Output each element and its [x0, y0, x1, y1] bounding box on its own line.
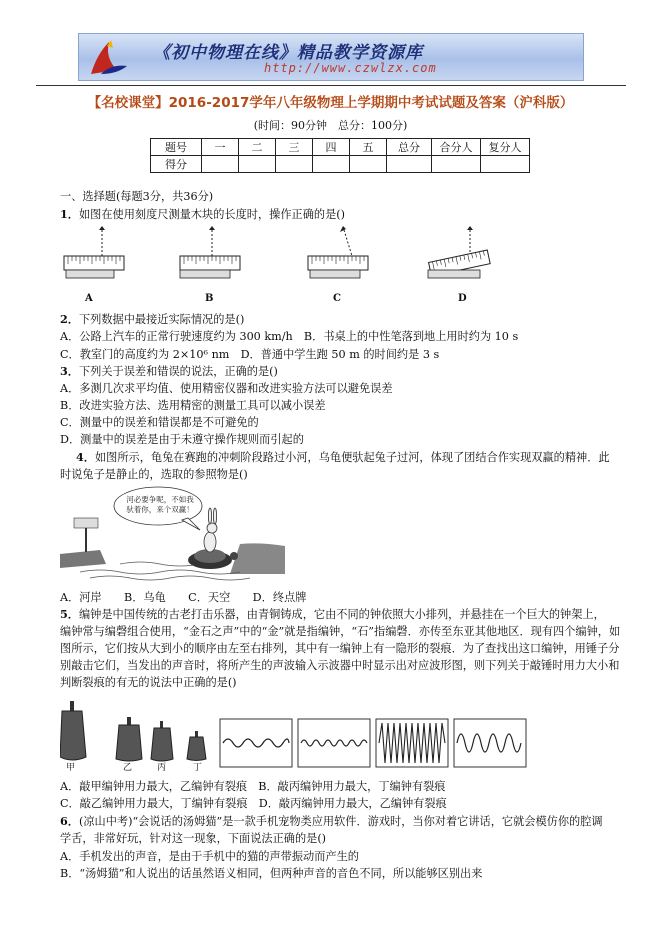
- speech-bubble-text: 河必要争呢，不如我驮着你，来个双赢！: [126, 495, 194, 514]
- bell-ding-icon: [187, 731, 206, 761]
- figure-label: D: [458, 293, 467, 304]
- score-cell: [276, 156, 313, 173]
- score-table-header-cell: 三: [276, 139, 313, 156]
- bell-jia-icon: [60, 701, 86, 760]
- banner-title: 《初中物理在线》精品教学资源库: [153, 43, 423, 63]
- ruler-figure-a: [64, 226, 124, 278]
- bell-label: 乙: [123, 763, 133, 773]
- score-table-header-cell: 一: [202, 139, 239, 156]
- score-row-label: 得分: [151, 156, 202, 173]
- score-cell: [313, 156, 350, 173]
- q5-text-line: 判断裂痕的有无的说法中正确的是(): [60, 676, 237, 689]
- question-text: 如图所示，龟兔在赛跑的冲刺阶段路过小河，乌龟便驮起兔子过河，体现了团结合作实现双赢的精神．此: [94, 451, 610, 464]
- q6-text-line: 学舌，非常好玩，针对这一现象，下面说法正确的是(): [60, 832, 327, 845]
- score-cell: [239, 156, 276, 173]
- waveform-3: [376, 719, 448, 767]
- bell-yi-icon: [116, 717, 142, 761]
- question-3: [60, 363, 278, 380]
- q3-option-b: B．改进实验方法、选用精密的测量工具可以减小误差: [60, 399, 326, 412]
- question-number: 6．: [60, 814, 79, 828]
- q3-option-a: A．多测几次求平均值、使用精密仪器和改进实验方法可以避免误差: [60, 382, 393, 395]
- score-cell: [481, 156, 530, 173]
- waveform-2: [298, 719, 370, 767]
- q6-option-b: B．“汤姆猫”和人说出的话虽然语义相同，但两种声音的音色不同，所以能够区别出来: [60, 867, 483, 880]
- section-heading: 一、选择题(每题3分，共36分): [60, 190, 214, 203]
- score-table-header-row: [151, 139, 530, 156]
- document-title: 【名校课堂】2016-2017学年八年级物理上学期期中考试试题及答案（沪科版）: [87, 95, 574, 111]
- banner-url[interactable]: http://www.czwlzx.com: [264, 61, 437, 75]
- question-number: 1．: [60, 207, 79, 221]
- waveform-1: [220, 719, 292, 767]
- ruler-figure-d: [428, 226, 490, 278]
- question-number: 2．: [60, 312, 79, 326]
- q6-option-a: A．手机发出的声音，是由于手机中的猫的声带振动而产生的: [60, 850, 359, 863]
- score-cell: [432, 156, 481, 173]
- question-4: [76, 449, 610, 466]
- header-rule: [36, 85, 626, 86]
- score-table: [150, 138, 530, 173]
- question-6: [60, 813, 603, 830]
- figure-label: B: [205, 293, 214, 304]
- q4-text-continued: 时说兔子是静止的，选取的参照物是(): [60, 468, 248, 481]
- score-cell: [387, 156, 432, 173]
- question-2: [60, 311, 244, 328]
- bell-label: 丁: [193, 763, 203, 773]
- q5-text-line: 编钟常与编磬组合使用，“金石之声”中的“金”就是指编钟，“石”指编磬．亦传至东亚其他地区．现有四个编钟，如: [60, 625, 621, 638]
- q5-options-cd: C．敲乙编钟用力最大，丁编钟有裂痕 D．敲丙编钟用力最大，乙编钟有裂痕: [60, 797, 447, 810]
- q3-option-c: C．测量中的误差和错误都是不可避免的: [60, 416, 259, 429]
- q2-options-ab: A．公路上汽车的正常行驶速度约为 300 km/h B．书桌上的中性笔落到地上用时约为 10 s: [60, 330, 519, 343]
- question-5: [60, 606, 605, 623]
- q5-text-line: 图所示，它们按从大到小的顺序由左至右排列，其中有一编钟上有一隐形的裂痕．为了查找出这口编钟，用锤子分: [60, 642, 620, 655]
- question-text: 下列关于误差和错误的说法，正确的是(): [78, 365, 278, 378]
- score-cell: [350, 156, 387, 173]
- q3-option-d: D．测量中的误差是由于未遵守操作规则而引起的: [60, 433, 304, 446]
- question-1: [60, 206, 345, 223]
- question-number: 4．: [76, 450, 95, 464]
- bell-label: 甲: [66, 763, 76, 773]
- score-table-header-cell: 题号: [151, 139, 202, 156]
- score-table-score-row: [151, 156, 530, 173]
- question-text: 下列数据中最接近实际情况的是(): [78, 313, 245, 326]
- ruler-figures: [60, 226, 500, 306]
- score-table-header-cell: 二: [239, 139, 276, 156]
- figure-label: C: [333, 293, 341, 304]
- q2-options-cd: C．教室门的高度约为 2×10⁶ nm D．普通中学生跑 50 m 的时间约是 3 s: [60, 348, 440, 361]
- waveform-4: [454, 719, 526, 767]
- q5-options-ab: A．敲甲编钟用力最大，乙编钟有裂痕 B．敲丙编钟用力最大，丁编钟有裂痕: [60, 780, 446, 793]
- site-logo-icon: [87, 36, 131, 78]
- question-number: 3．: [60, 364, 79, 378]
- score-table-header-cell: 总分: [387, 139, 432, 156]
- score-table-header-cell: 合分人: [432, 139, 481, 156]
- question-text: (凉山中考)“会说话的汤姆猫”是一款手机宠物类应用软件．游戏时，当你对着它讲话，它就会模仿你的腔调: [78, 815, 603, 828]
- question-number: 5．: [60, 607, 79, 621]
- site-banner: [78, 33, 584, 81]
- bell-label: 丙: [157, 763, 167, 773]
- figure-label: A: [85, 293, 93, 304]
- question-text: 如图在使用刻度尺测量木块的长度时，操作正确的是(): [78, 208, 346, 221]
- score-table-header-cell: 复分人: [481, 139, 530, 156]
- bell-bing-icon: [151, 721, 173, 761]
- exam-info: (时间：90分钟 总分：100分): [253, 119, 408, 132]
- score-table-header-cell: 四: [313, 139, 350, 156]
- ruler-figure-b: [180, 226, 240, 278]
- q4-options: A．河岸 B．乌龟 C．天空 D．终点牌: [60, 591, 307, 604]
- score-cell: [202, 156, 239, 173]
- question-text: 编钟是中国传统的古老打击乐器，由青铜铸成，它由不同的钟依照大小排列，并悬挂在一个巨大的钟架上，: [78, 608, 605, 621]
- q5-text-line: 别敲击它们，当发出的声音时，将所产生的声波输入示波器中时显示出对应波形图，则下列关于敲锤时用力大小和: [60, 659, 620, 672]
- ruler-figure-c: [308, 226, 368, 278]
- score-table-header-cell: 五: [350, 139, 387, 156]
